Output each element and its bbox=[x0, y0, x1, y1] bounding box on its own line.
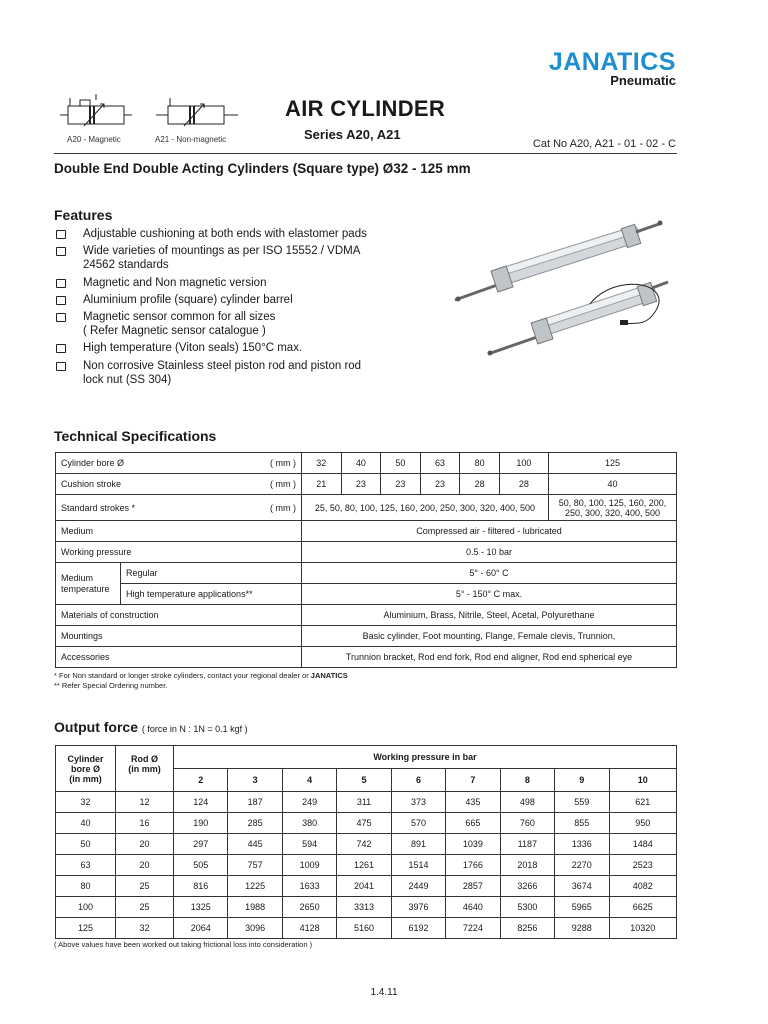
force-cell: 3976 bbox=[391, 897, 445, 918]
cushion-value: 28 bbox=[460, 474, 500, 495]
force-cell: 855 bbox=[555, 813, 609, 834]
cylinder-product-image bbox=[440, 212, 675, 372]
rod-cell: 25 bbox=[116, 897, 174, 918]
force-cell: 475 bbox=[337, 813, 391, 834]
force-cell: 9288 bbox=[555, 918, 609, 939]
table-row bbox=[56, 855, 677, 876]
col-header-rod bbox=[116, 746, 174, 792]
force-cell: 2449 bbox=[391, 876, 445, 897]
force-cell: 742 bbox=[337, 834, 391, 855]
feature-item bbox=[54, 276, 414, 290]
unit-label: ( mm ) bbox=[269, 458, 296, 468]
force-cell: 891 bbox=[391, 834, 445, 855]
force-cell: 380 bbox=[282, 813, 336, 834]
header-line: bore Ø bbox=[70, 763, 100, 774]
header-line: Cylinder bbox=[67, 753, 104, 764]
feature-text: Adjustable cushioning at both ends with elastomer pads bbox=[83, 228, 367, 240]
spec-value: Compressed air - filtered - lubricated bbox=[301, 521, 676, 542]
spec-label: Materials of construction bbox=[56, 605, 302, 626]
features-list bbox=[54, 227, 414, 390]
cushion-value: 23 bbox=[381, 474, 421, 495]
pressure-header: 6 bbox=[391, 769, 445, 792]
force-cell: 950 bbox=[609, 813, 677, 834]
spec-label-cell bbox=[56, 495, 302, 521]
force-cell: 6192 bbox=[391, 918, 445, 939]
force-cell: 3096 bbox=[228, 918, 282, 939]
rod-cell: 25 bbox=[116, 876, 174, 897]
pressure-header: 5 bbox=[337, 769, 391, 792]
bore-value: 80 bbox=[460, 453, 500, 474]
force-cell: 373 bbox=[391, 792, 445, 813]
catalogue-number: Cat No A20, A21 - 01 - 02 - C bbox=[532, 138, 676, 150]
table-row bbox=[56, 834, 677, 855]
force-cell: 1484 bbox=[609, 834, 677, 855]
force-cell: 570 bbox=[391, 813, 445, 834]
output-force-table bbox=[55, 745, 677, 939]
magnetic-label: A20 - Magnetic bbox=[67, 135, 121, 144]
force-cell: 6625 bbox=[609, 897, 677, 918]
product-subtitle: Double End Double Acting Cylinders (Square type) Ø32 - 125 mm bbox=[54, 161, 471, 176]
output-force-note: ( force in N : 1N = 0.1 kgf ) bbox=[141, 724, 248, 734]
force-cell: 3313 bbox=[337, 897, 391, 918]
bore-value: 50 bbox=[381, 453, 421, 474]
force-cell: 4082 bbox=[609, 876, 677, 897]
feature-item bbox=[54, 341, 414, 355]
bore-value: 40 bbox=[341, 453, 381, 474]
feature-text: Magnetic sensor common for all sizes bbox=[83, 311, 276, 324]
table-row bbox=[56, 876, 677, 897]
force-cell: 2523 bbox=[609, 855, 677, 876]
force-cell: 2270 bbox=[555, 855, 609, 876]
spec-label-cell bbox=[56, 453, 302, 474]
pressure-header: 4 bbox=[282, 769, 336, 792]
feature-text: Non corrosive Stainless steel piston rod and piston rod bbox=[83, 359, 362, 372]
spec-label: Cylinder bore Ø bbox=[61, 458, 125, 468]
force-cell: 297 bbox=[174, 834, 228, 855]
force-cell: 5160 bbox=[337, 918, 391, 939]
feature-text: Aluminium profile (square) cylinder barrel bbox=[83, 293, 293, 306]
force-cell: 4640 bbox=[446, 897, 500, 918]
table-row bbox=[56, 495, 677, 521]
force-cell: 816 bbox=[174, 876, 228, 897]
force-cell: 435 bbox=[446, 792, 500, 813]
col-header-bore bbox=[56, 746, 116, 792]
output-force-title: Output force bbox=[54, 719, 138, 735]
force-cell: 4128 bbox=[282, 918, 336, 939]
upper-cylinder-icon bbox=[455, 221, 663, 302]
header-line: (in mm) bbox=[69, 773, 102, 784]
table-row bbox=[56, 813, 677, 834]
force-cell: 505 bbox=[174, 855, 228, 876]
pressure-header: 10 bbox=[609, 769, 677, 792]
rod-cell: 12 bbox=[116, 792, 174, 813]
tech-spec-table bbox=[55, 452, 677, 668]
spec-value: Trunnion bracket, Rod end fork, Rod end aligner, Rod end spherical eye bbox=[301, 647, 676, 668]
bore-cell: 63 bbox=[56, 855, 116, 876]
force-cell: 2041 bbox=[337, 876, 391, 897]
spec-label-line: temperature bbox=[61, 583, 110, 594]
footnote-brand: JANATICS bbox=[310, 671, 348, 680]
cushion-value: 40 bbox=[549, 474, 677, 495]
bore-cell: 125 bbox=[56, 918, 116, 939]
table-row bbox=[56, 626, 677, 647]
col-header-pressure: Working pressure in bar bbox=[174, 746, 677, 769]
spec-value: Basic cylinder, Foot mounting, Flange, Female clevis, Trunnion, bbox=[301, 626, 676, 647]
page-title: AIR CYLINDER bbox=[285, 96, 446, 121]
header-divider bbox=[54, 153, 677, 154]
table-row bbox=[56, 563, 677, 584]
bore-cell: 40 bbox=[56, 813, 116, 834]
force-cell: 3674 bbox=[555, 876, 609, 897]
feature-item bbox=[54, 359, 414, 387]
force-cell: 1766 bbox=[446, 855, 500, 876]
force-cell: 1633 bbox=[282, 876, 336, 897]
strokes-value: 25, 50, 80, 100, 125, 160, 200, 250, 300, 320, 400, 500 bbox=[301, 495, 548, 521]
brand-name: JANATICS bbox=[548, 48, 676, 76]
force-cell: 124 bbox=[174, 792, 228, 813]
spec-sublabel: Regular bbox=[121, 563, 302, 584]
table-header-row bbox=[56, 746, 677, 769]
force-cell: 445 bbox=[228, 834, 282, 855]
series-label: Series A20, A21 bbox=[304, 127, 401, 142]
pressure-header: 7 bbox=[446, 769, 500, 792]
unit-label: ( mm ) bbox=[269, 479, 296, 489]
strokes-line: 250, 300, 320, 400, 500 bbox=[564, 507, 661, 518]
output-force-heading bbox=[54, 719, 248, 735]
non-magnetic-label: A21 - Non-magnetic bbox=[155, 135, 227, 144]
feature-item bbox=[54, 293, 414, 307]
spec-value: 5° - 60° C bbox=[301, 563, 676, 584]
cushion-value: 23 bbox=[341, 474, 381, 495]
rod-cell: 20 bbox=[116, 834, 174, 855]
force-cell: 8256 bbox=[500, 918, 554, 939]
force-cell: 760 bbox=[500, 813, 554, 834]
force-cell: 1514 bbox=[391, 855, 445, 876]
table-row bbox=[56, 521, 677, 542]
force-cell: 1009 bbox=[282, 855, 336, 876]
spec-label: Accessories bbox=[56, 647, 302, 668]
spec-value: 0.5 - 10 bar bbox=[301, 542, 676, 563]
tech-spec-heading: Technical Specifications bbox=[54, 428, 217, 444]
pressure-header: 3 bbox=[228, 769, 282, 792]
spec-sublabel: High temperature applications** bbox=[121, 584, 302, 605]
spec-label: Mountings bbox=[56, 626, 302, 647]
feature-text: Magnetic and Non magnetic version bbox=[83, 276, 267, 289]
pressure-header: 2 bbox=[174, 769, 228, 792]
lower-cylinder-icon bbox=[488, 282, 669, 356]
force-cell: 1988 bbox=[228, 897, 282, 918]
strokes-value-125 bbox=[549, 495, 677, 521]
table-row bbox=[56, 542, 677, 563]
force-cell: 1187 bbox=[500, 834, 554, 855]
bore-value: 100 bbox=[499, 453, 548, 474]
table-row bbox=[56, 918, 677, 939]
feature-text: lock nut (SS 304) bbox=[83, 373, 172, 386]
force-cell: 311 bbox=[337, 792, 391, 813]
pressure-header: 9 bbox=[555, 769, 609, 792]
force-cell: 249 bbox=[282, 792, 336, 813]
header-line: Rod Ø bbox=[131, 754, 158, 764]
footnote-1 bbox=[54, 671, 348, 681]
feature-text: ( Refer Magnetic sensor catalogue ) bbox=[83, 325, 266, 338]
cushion-value: 21 bbox=[301, 474, 341, 495]
table-row bbox=[56, 605, 677, 626]
cushion-value: 23 bbox=[420, 474, 460, 495]
force-cell: 190 bbox=[174, 813, 228, 834]
force-cell: 285 bbox=[228, 813, 282, 834]
non-magnetic-symbol-icon bbox=[156, 98, 238, 126]
force-cell: 665 bbox=[446, 813, 500, 834]
spec-label: Working pressure bbox=[56, 542, 302, 563]
features-heading: Features bbox=[54, 207, 113, 223]
spec-value: Aluminium, Brass, Nitrile, Steel, Acetal, Polyurethane bbox=[301, 605, 676, 626]
spec-label-cell bbox=[56, 474, 302, 495]
table-row bbox=[56, 792, 677, 813]
force-cell: 7224 bbox=[446, 918, 500, 939]
spec-label: Standard strokes * bbox=[61, 502, 136, 513]
force-cell: 559 bbox=[555, 792, 609, 813]
table-row bbox=[56, 474, 677, 495]
header-line: (in mm) bbox=[128, 764, 161, 774]
cushion-value: 28 bbox=[499, 474, 548, 495]
pressure-header: 8 bbox=[500, 769, 554, 792]
force-cell: 187 bbox=[228, 792, 282, 813]
force-cell: 1336 bbox=[555, 834, 609, 855]
force-cell: 1039 bbox=[446, 834, 500, 855]
force-cell: 1325 bbox=[174, 897, 228, 918]
force-cell: 3266 bbox=[500, 876, 554, 897]
bore-cell: 50 bbox=[56, 834, 116, 855]
force-cell: 757 bbox=[228, 855, 282, 876]
footnote-2: ** Refer Special Ordering number. bbox=[54, 680, 168, 690]
table-row bbox=[56, 897, 677, 918]
force-cell: 2857 bbox=[446, 876, 500, 897]
feature-item bbox=[54, 244, 414, 272]
bore-value: 125 bbox=[549, 453, 677, 474]
feature-item bbox=[54, 310, 414, 338]
feature-text: 24562 standards bbox=[83, 259, 169, 272]
force-cell: 621 bbox=[609, 792, 677, 813]
bore-cell: 80 bbox=[56, 876, 116, 897]
magnetic-symbol-icon bbox=[60, 94, 132, 126]
force-cell: 2018 bbox=[500, 855, 554, 876]
spec-value: 5° - 150° C max. bbox=[301, 584, 676, 605]
force-cell: 498 bbox=[500, 792, 554, 813]
table-row bbox=[56, 647, 677, 668]
page-number: 1.4.11 bbox=[370, 987, 398, 998]
force-footnote: ( Above values have been worked out taking frictional loss into consideration ) bbox=[54, 940, 313, 949]
strokes-line: 50, 80, 100, 125, 160, 200, bbox=[558, 497, 667, 508]
force-cell: 10320 bbox=[609, 918, 677, 939]
force-cell: 2650 bbox=[282, 897, 336, 918]
brand-subtitle: Pneumatic bbox=[610, 73, 676, 88]
unit-label: ( mm ) bbox=[269, 502, 296, 513]
feature-item bbox=[54, 227, 414, 241]
bore-cell: 100 bbox=[56, 897, 116, 918]
rod-cell: 20 bbox=[116, 855, 174, 876]
force-cell: 594 bbox=[282, 834, 336, 855]
spec-label: Medium bbox=[56, 521, 302, 542]
feature-text: High temperature (Viton seals) 150°C max. bbox=[83, 342, 303, 355]
spec-label: Cushion stroke bbox=[61, 479, 122, 489]
spec-label bbox=[56, 563, 121, 605]
bore-value: 63 bbox=[420, 453, 460, 474]
force-cell: 5300 bbox=[500, 897, 554, 918]
table-row bbox=[56, 584, 677, 605]
feature-text: Wide varieties of mountings as per ISO 15552 / VDMA bbox=[83, 245, 361, 258]
rod-cell: 32 bbox=[116, 918, 174, 939]
force-cell: 5965 bbox=[555, 897, 609, 918]
spec-label-line: Medium bbox=[61, 572, 94, 583]
bore-cell: 32 bbox=[56, 792, 116, 813]
spec-footnotes bbox=[54, 671, 348, 690]
force-cell: 1225 bbox=[228, 876, 282, 897]
rod-cell: 16 bbox=[116, 813, 174, 834]
table-row bbox=[56, 453, 677, 474]
force-cell: 2064 bbox=[174, 918, 228, 939]
bore-value: 32 bbox=[301, 453, 341, 474]
footnote-text: * For Non standard or longer stroke cylinders, contact your regional dealer or bbox=[54, 671, 311, 680]
force-cell: 1261 bbox=[337, 855, 391, 876]
brand-logo bbox=[549, 50, 676, 88]
